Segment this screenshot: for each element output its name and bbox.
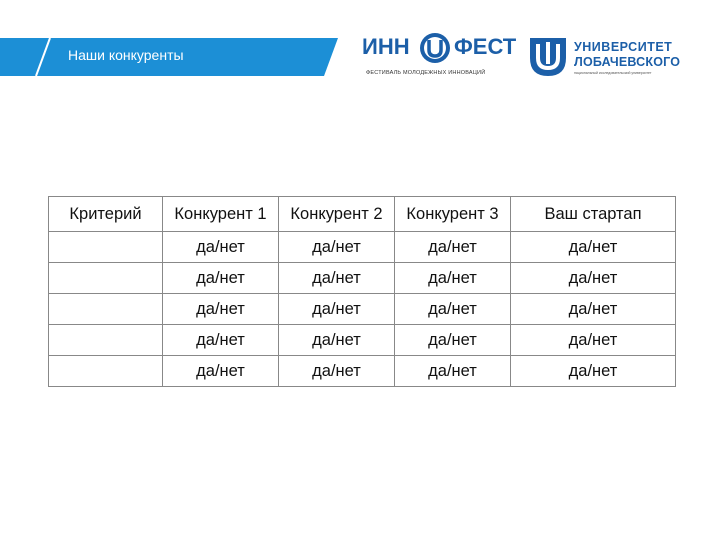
table-row <box>49 263 676 294</box>
innofest-emblem-icon <box>417 30 453 66</box>
table-cell: да/нет <box>395 263 511 294</box>
table-cell: да/нет <box>279 263 395 294</box>
table-cell: да/нет <box>163 356 279 387</box>
criterion-cell <box>49 294 163 325</box>
header-competitor-3: Конкурент 3 <box>395 197 511 232</box>
table-cell: да/нет <box>163 232 279 263</box>
table-cell: да/нет <box>279 325 395 356</box>
table-row <box>49 356 676 387</box>
criterion-cell <box>49 356 163 387</box>
table-cell: да/нет <box>395 356 511 387</box>
table-cell: да/нет <box>163 294 279 325</box>
header-your-startup: Ваш стартап <box>511 197 676 232</box>
table-cell: да/нет <box>279 356 395 387</box>
table-cell: да/нет <box>511 294 676 325</box>
criterion-cell <box>49 263 163 294</box>
header-criterion: Критерий <box>49 197 163 232</box>
header-competitor-1: Конкурент 1 <box>163 197 279 232</box>
competitors-table <box>48 196 676 387</box>
table-cell: да/нет <box>395 232 511 263</box>
table-row <box>49 294 676 325</box>
university-name-line2: ЛОБАЧЕВСКОГО <box>574 55 681 69</box>
table-cell: да/нет <box>511 232 676 263</box>
header-competitor-2: Конкурент 2 <box>279 197 395 232</box>
criterion-cell <box>49 232 163 263</box>
innofest-logo <box>362 30 517 80</box>
table-cell: да/нет <box>511 325 676 356</box>
table-row <box>49 232 676 263</box>
university-emblem-icon <box>528 36 568 78</box>
logo-text-left: ИНН <box>362 34 410 59</box>
university-name-line3: национальный исследовательский университет <box>574 71 652 75</box>
table-cell: да/нет <box>279 232 395 263</box>
table-cell: да/нет <box>395 294 511 325</box>
table-cell: да/нет <box>163 263 279 294</box>
table-header-row <box>49 197 676 232</box>
criterion-cell <box>49 325 163 356</box>
table-cell: да/нет <box>511 263 676 294</box>
logo-text-right: ФЕСТ <box>454 34 517 59</box>
table-cell: да/нет <box>511 356 676 387</box>
university-logo <box>528 36 688 80</box>
table-cell: да/нет <box>395 325 511 356</box>
table-row <box>49 325 676 356</box>
innofest-subtitle: ФЕСТИВАЛЬ МОЛОДЕЖНЫХ ИННОВАЦИЙ <box>366 70 486 76</box>
page-title: Наши конкуренты <box>68 47 184 63</box>
university-name-line1: УНИВЕРСИТЕТ <box>574 40 673 54</box>
table-cell: да/нет <box>279 294 395 325</box>
table-cell: да/нет <box>163 325 279 356</box>
